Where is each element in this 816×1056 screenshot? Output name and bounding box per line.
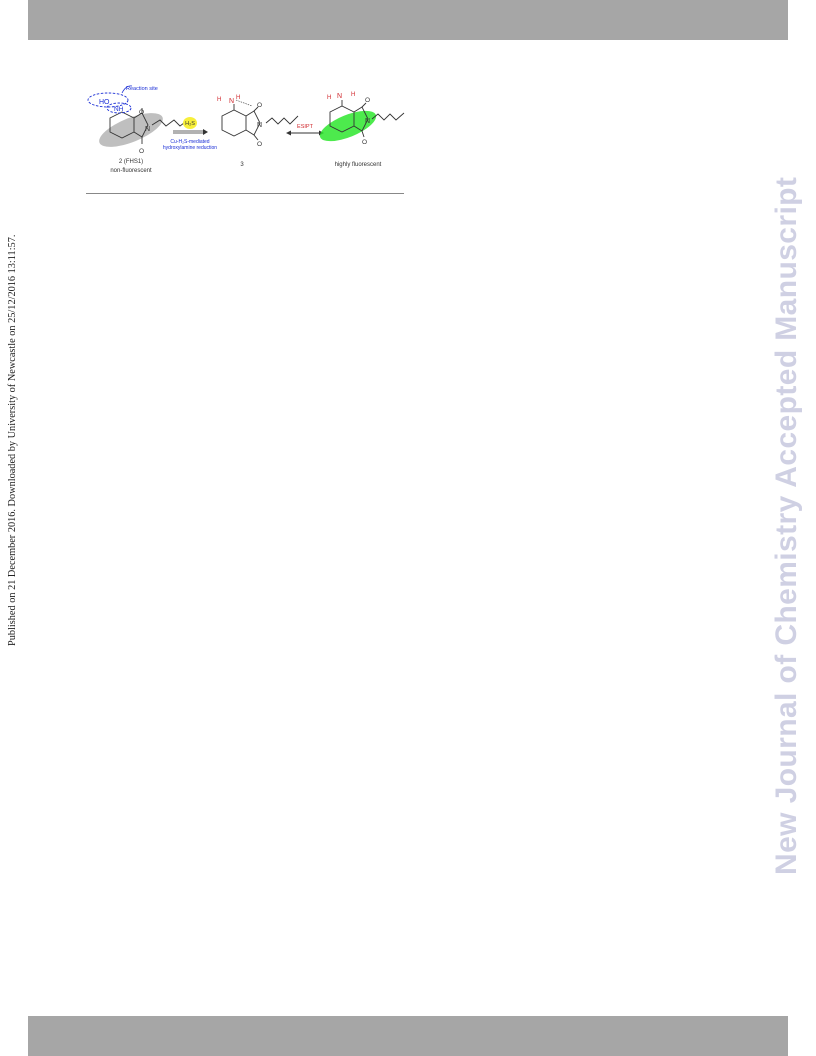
product-h-left: H	[217, 97, 222, 103]
product-carbonyl-o-top: O	[257, 102, 263, 109]
probe-structure	[88, 86, 188, 174]
process-label: ESIPT	[297, 124, 313, 130]
fluorescence-glow	[316, 105, 380, 148]
product-carbonyl-o-bottom: O	[257, 141, 263, 148]
product-h-right: H	[236, 95, 241, 101]
tautomer-structure	[316, 92, 404, 168]
reaction-scheme	[86, 80, 406, 180]
probe-imide-n: N	[145, 126, 151, 133]
probe-id: 2 (FHS1)	[118, 159, 144, 165]
esipt-arrow-left-head	[286, 131, 291, 136]
journal-watermark: New Journal of Chemistry Accepted Manuscript	[770, 176, 803, 875]
ho-label: HO	[99, 99, 110, 106]
reaction-caption-line2: hydroxylamine reduction	[162, 145, 218, 151]
tautomer-carbonyl-o-top: O	[365, 97, 371, 104]
esipt-arrow-group	[286, 124, 324, 136]
product-butyl-chain	[266, 116, 298, 124]
reaction-arrow-head	[203, 129, 208, 135]
product-id: 3	[240, 162, 244, 168]
tautomer-h-left: H	[327, 95, 332, 101]
probe-carbonyl-o-bottom: O	[139, 148, 145, 155]
nh-label: NH	[114, 106, 124, 113]
footer-bar	[28, 1016, 788, 1056]
probe-shadow	[95, 106, 167, 154]
product-state: highly fluorescent	[334, 162, 382, 168]
tautomer-imide-n: N	[365, 118, 371, 125]
product-imide-n: N	[257, 122, 263, 129]
probe-state: non-fluorescent	[110, 168, 152, 174]
reaction-site-label: Reaction site	[126, 86, 158, 92]
tautomer-butyl-chain	[372, 113, 404, 120]
tautomer-imine-n: N	[337, 93, 343, 100]
tautomer-carbonyl-o-bottom: O	[362, 139, 368, 146]
product-benzene-ring	[222, 110, 246, 136]
probe-carbonyl-o-top: O	[139, 109, 145, 116]
scheme-divider	[86, 193, 404, 194]
product-amine-n: N	[229, 98, 235, 105]
header-bar	[28, 0, 788, 40]
publication-sidebar-text: Published on 21 December 2016. Downloaded by University of Newcastle on 25/12/2016 13:11:57.	[7, 234, 18, 646]
reaction-scheme-svg	[86, 80, 406, 180]
reaction-caption-line1: Cu-H₂S-mediated	[170, 139, 210, 145]
reagent-label: H₂S	[185, 121, 195, 127]
product-structure	[217, 95, 298, 168]
tautomer-h-right: H	[351, 92, 356, 98]
